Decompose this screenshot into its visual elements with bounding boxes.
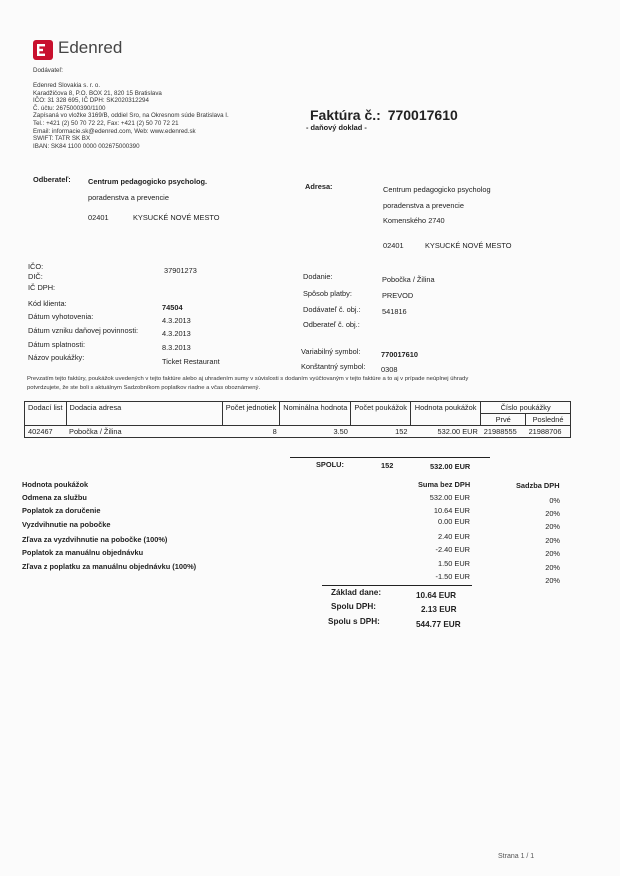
header-last: Posledné xyxy=(526,414,571,426)
supplier-line: Karadžičova 8, P.O. BOX 21, 820 15 Bratislava xyxy=(33,89,162,97)
supplier-line: Tel.: +421 (2) 50 70 72 22, Fax: +421 (2) 50 70 72 21 xyxy=(33,119,179,127)
dic-label: DIČ: xyxy=(28,272,43,281)
client-label: Kód klienta: xyxy=(28,299,67,308)
supplier-heading: Dodávateľ: xyxy=(33,67,64,74)
summary-vat: 20% xyxy=(545,522,560,531)
issued-value: 4.3.2013 xyxy=(162,316,191,325)
summary-row xyxy=(22,572,566,583)
total-value: 544.77 EUR xyxy=(416,620,461,629)
summary-vat: 20% xyxy=(545,536,560,545)
summary-row xyxy=(22,517,566,531)
cell-value: 532.00 EUR xyxy=(410,426,480,438)
supplier-block xyxy=(33,82,229,150)
table-total-line xyxy=(290,457,490,458)
delivery-label: Dodanie: xyxy=(303,272,333,281)
client-value: 74504 xyxy=(162,303,183,312)
notice-line1: Prevzatím tejto faktúry, poukážok uvedených v tejto faktúre alebo aj uhradením sumy v súvislosti s dodaním vyúčtovaným v tejto faktúre a to aj v prípade neúplnej úhrady xyxy=(27,376,469,382)
summary-amount: 532.00 EUR xyxy=(429,493,470,502)
due-label: Dátum splatnosti: xyxy=(28,340,86,349)
totals-line xyxy=(322,585,472,586)
summary-label: Poplatok za manuálnu objednávku xyxy=(22,548,144,557)
summary-label: Vyzdvihnutie na pobočke xyxy=(22,520,111,529)
summary-amount: -2.40 EUR xyxy=(435,545,470,554)
customer-order-label: Odberateľ č. obj.: xyxy=(303,320,360,329)
payment-label: Spôsob platby: xyxy=(303,289,352,298)
summary-row xyxy=(22,493,566,504)
header-nominal: Nominálna hodnota xyxy=(280,402,351,426)
customer-name: Centrum pedagogicko psycholog. xyxy=(88,177,208,186)
summary-amount: -1.50 EUR xyxy=(435,572,470,581)
page-number: Strana 1 / 1 xyxy=(498,853,535,860)
customer-label: Odberateľ: xyxy=(33,175,71,184)
supplier-line: Č. účtu: 2675000390/1100 xyxy=(33,104,106,112)
header-first: Prvé xyxy=(481,414,526,426)
summary-row xyxy=(22,545,566,559)
voucher-label: Názov poukážky: xyxy=(28,353,85,362)
summary-row xyxy=(22,480,566,491)
summary-label: Hodnota poukážok xyxy=(22,480,89,489)
due-value: 8.3.2013 xyxy=(162,343,191,352)
items-table xyxy=(24,401,571,438)
base-value: 10.64 EUR xyxy=(416,591,457,600)
header-count: Počet poukážok xyxy=(351,402,411,426)
address-line2: poradenstva a prevencie xyxy=(383,201,464,210)
supplier-line: SWIFT: TATR SK BX xyxy=(33,135,91,143)
issued-label: Dátum vyhotovenia: xyxy=(28,312,94,321)
base-label: Základ dane: xyxy=(331,588,382,597)
voucher-value: Ticket Restaurant xyxy=(162,357,220,366)
supplier-line: IČO: 31 328 695, IČ DPH: SK2020312294 xyxy=(33,97,149,105)
supplier-line: Email: informacie.sk@edenred.com, Web: www.edenred.sk xyxy=(33,127,196,135)
table-total-value: 532.00 EUR xyxy=(430,462,471,471)
supplier-line: Edenred Slovakia s. r. o. xyxy=(33,82,101,89)
customer-city: KYSUCKÉ NOVÉ MESTO xyxy=(133,213,220,222)
total-label: Spolu s DPH: xyxy=(328,617,380,626)
customer-line2: poradenstva a prevencie xyxy=(88,193,169,202)
cell-units: 8 xyxy=(222,426,280,438)
summary-vat: 20% xyxy=(545,509,560,518)
table-header-row xyxy=(25,402,571,414)
var-symbol-label: Variabilný symbol: xyxy=(301,347,361,356)
header-delivery-note: Dodací list xyxy=(25,402,67,426)
summary-vat: 20% xyxy=(545,576,560,585)
vat-label: Spolu DPH: xyxy=(331,602,377,611)
address-postcode: 02401 xyxy=(383,241,404,250)
invoice-title xyxy=(310,107,458,123)
cell-delivery-note: 402467 xyxy=(25,426,67,438)
table-total-label: SPOLU: xyxy=(316,460,344,469)
summary-vat: 20% xyxy=(545,549,560,558)
const-symbol-label: Konštantný symbol: xyxy=(301,362,366,371)
icdph-label: IČ DPH: xyxy=(28,283,56,292)
var-symbol-value: 770017610 xyxy=(381,350,418,359)
supplier-order-label: Dodávateľ č. obj.: xyxy=(303,305,361,314)
invoice-number: 770017610 xyxy=(387,107,458,123)
cell-count: 152 xyxy=(351,426,411,438)
address-label: Adresa: xyxy=(305,182,333,191)
const-symbol-value: 0308 xyxy=(381,365,398,374)
supplier-line: IBAN: SK84 1100 0000 002675000390 xyxy=(33,142,140,150)
header-units: Počet jednotiek xyxy=(222,402,280,426)
summary-vat: 20% xyxy=(545,563,560,572)
table-total-count: 152 xyxy=(381,461,394,470)
summary-label: Zľava z poplatku za manuálnu objednávku (100%) xyxy=(22,562,197,571)
invoice-title-label: Faktúra č.: xyxy=(310,107,381,123)
header-value: Hodnota poukážok xyxy=(410,402,480,426)
customer-postcode: 02401 xyxy=(88,213,109,222)
summary-amount: 1.50 EUR xyxy=(437,559,470,568)
ico-label: IČO: xyxy=(28,262,44,271)
header-address: Dodacia adresa xyxy=(66,402,222,426)
summary-row xyxy=(22,532,566,546)
address-line3: Komenského 2740 xyxy=(383,216,445,225)
supplier-order-value: 541816 xyxy=(382,307,407,316)
payment-value: PREVOD xyxy=(382,291,414,300)
summary-amount: 10.64 EUR xyxy=(433,506,470,515)
cell-first: 21988555 xyxy=(481,426,526,438)
cell-last: 21988706 xyxy=(526,426,571,438)
address-line1: Centrum pedagogicko psycholog xyxy=(383,185,491,194)
summary-vat: 0% xyxy=(549,496,560,505)
invoice-subtitle: - daňový doklad - xyxy=(306,123,367,132)
summary-label: Zľava za vyzdvihnutie na pobočke (100%) xyxy=(22,535,168,544)
tax-date-label: Dátum vzniku daňovej povinnosti: xyxy=(28,326,139,335)
cell-nominal: 3.50 xyxy=(280,426,351,438)
summary-header-amount: Suma bez DPH xyxy=(418,480,471,489)
cell-address: Pobočka / Žilina xyxy=(66,426,222,438)
summary-label: Poplatok za doručenie xyxy=(22,506,101,515)
vat-value: 2.13 EUR xyxy=(421,605,457,614)
address-city: KYSUCKÉ NOVÉ MESTO xyxy=(425,241,512,250)
summary-amount: 0.00 EUR xyxy=(437,517,470,526)
brand-name: Edenred xyxy=(58,38,123,57)
notice-line2: potvrdzujete, že ste boli s aktuálnym Sadzobníkom poplatkov riadne a včas oboznámený. xyxy=(27,385,261,391)
summary-label: Odmena za službu xyxy=(22,493,87,502)
header-voucher-no: Číslo poukážky xyxy=(481,402,571,414)
summary-amount: 2.40 EUR xyxy=(437,532,470,541)
delivery-value: Pobočka / Žilina xyxy=(382,275,435,284)
tax-date-value: 4.3.2013 xyxy=(162,329,191,338)
supplier-line: Zapísaná vo vložke 3169/B, oddiel Sro, na Okresnom súde Bratislava I. xyxy=(33,112,229,120)
table-row xyxy=(25,426,571,438)
summary-header-vat: Sadzba DPH xyxy=(516,481,560,490)
edenred-logo-icon xyxy=(33,40,53,60)
summary-row xyxy=(22,506,566,517)
ico-value: 37901273 xyxy=(164,266,197,275)
